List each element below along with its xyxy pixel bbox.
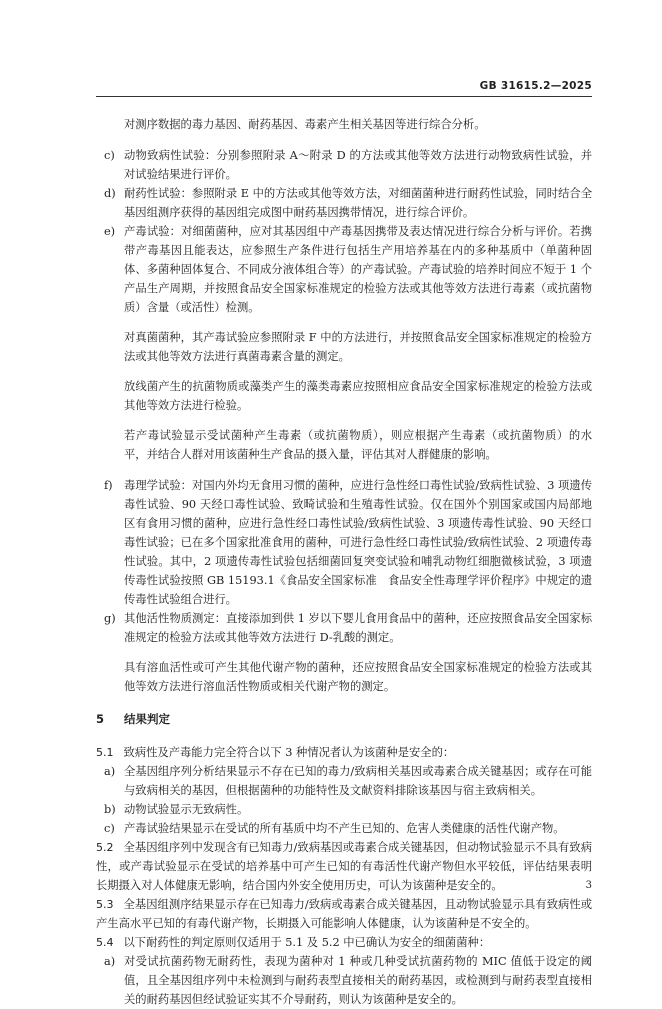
item-e-paragraph: 对真菌菌种，其产毒试验应参照附录 F 中的方法进行，并按照食品安全国家标准规定的检验方法或其他等效方法进行真菌毒素含量的测定。 bbox=[124, 330, 592, 363]
standard-number: GB 31615.2—2025 bbox=[479, 80, 592, 92]
item-text: 其他活性物质测定：直接添加到供 1 岁以下婴儿食用食品中的菌种，还应按照食品安全国家标准规定的检验方法或其他等效方法进行 D-乳酸的测定。 bbox=[124, 611, 592, 644]
item-text: 毒理学试验：对国内外均无食用习惯的菌种，应进行急性经口毒性试验/致病性试验、3 项遗传毒性试验、90 天经口毒性试验、致畸试验和生殖毒性试验。仅在国外个别国家或国内局部地区有食用习惯的菌种，应进行急性经口毒性试验/致病性试验、3 项遗传毒性试验、90 天经口毒性试验；已在多个国家批准食用的菌种，可进行急性经口毒性试验/致病性试验、2 项遗传毒性试验。其中，2 项遗传毒性试验包括细菌回复突变试验和哺乳动物红细胞微核试验，3 项遗传毒性试验按照 GB 15193.1《食品安全国家标准 食品安全性毒理学评价程序》中规定的遗传毒性试验组合进行。 bbox=[124, 478, 592, 606]
item-label: c) bbox=[104, 822, 115, 836]
item-text: 对受试抗菌药物无耐药性，表现为菌种对 1 种或几种受试抗菌药物的 MIC 值低于设定的阈值，且全基因组序列中未检测到与耐药表型直接相关的耐药基因，或检测到与耐药表型直接相关的耐药基因但经试验证实其不介导耐药，则认为该菌种是安全的。 bbox=[124, 955, 592, 1007]
list-item-c bbox=[96, 146, 592, 184]
item-label: b) bbox=[104, 803, 116, 817]
clause-number: 5.2 bbox=[96, 841, 114, 855]
list-item-e bbox=[96, 222, 592, 317]
clause-5-3 bbox=[96, 895, 592, 933]
clause-5-1 bbox=[96, 743, 592, 762]
item-e-paragraph: 若产毒试验显示受试菌种产生毒素（或抗菌物质），则应根据产生毒素（或抗菌物质）的水平，并结合人群对用该菌种生产食品的摄入量，评估其对人群健康的影响。 bbox=[124, 429, 592, 462]
item-text: 动物致病性试验：分别参照附录 A～附录 D 的方法或其他等效方法进行动物致病性试验，并对试验结果进行评价。 bbox=[124, 148, 592, 181]
clause-number: 5.4 bbox=[96, 936, 114, 950]
item-g-paragraph: 具有溶血活性或可产生其他代谢产物的菌种，还应按照食品安全国家标准规定的检验方法或其他等效方法进行溶血活性物质或相关代谢产物的测定。 bbox=[124, 661, 592, 694]
item-text: 耐药性试验：参照附录 E 中的方法或其他等效方法，对细菌菌种进行耐药性试验，同时结合全基因组测序获得的基因组完成图中耐药基因携带情况，进行综合评价。 bbox=[124, 186, 592, 219]
clause-text: 以下耐药性的判定原则仅适用于 5.1 及 5.2 中已确认为安全的细菌菌种： bbox=[123, 936, 491, 950]
list-item-5-1-b bbox=[96, 800, 592, 819]
item-e-paragraph: 放线菌产生的抗菌物质或藻类产生的藻类毒素应按照相应食品安全国家标准规定的检验方法或其他等效方法进行检验。 bbox=[124, 380, 592, 413]
section-title: 结果判定 bbox=[124, 712, 170, 727]
page-number: 3 bbox=[585, 880, 592, 891]
list-item-d bbox=[96, 184, 592, 222]
item-text: 产毒试验：对细菌菌种，应对其基因组中产毒基因携带及表达情况进行综合分析与评价。若携带产毒基因且能表达，应参照生产条件进行包括生产用培养基在内的多种基质中（单菌种固体、多菌种固体复合、不同成分液体组合等）的产毒试验。产毒试验的培养时间应不短于 1 个产品生产周期，并按照食品安全国家标准规定的检验方法或其他等效方法进行毒素（或抗菌物质）含量（或活性）检测。 bbox=[124, 224, 592, 314]
clause-text: 全基因组序列中发现含有已知毒力/致病基因或毒素合成关键基因，但动物试验显示不具有致病性，或产毒试验显示在受试的培养基中可产生已知的有毒活性代谢产物但水平较低，评估结果表明长期摄入对人体健康无影响，结合国内外安全使用历史，可认为该菌种是安全的。 bbox=[96, 841, 592, 893]
list-item-g bbox=[96, 609, 592, 647]
list-item-5-4-a bbox=[96, 952, 592, 1009]
list-item-5-1-c bbox=[96, 819, 592, 838]
item-label: d) bbox=[104, 186, 116, 200]
list-item-f bbox=[96, 476, 592, 609]
item-label: a) bbox=[104, 955, 116, 969]
list-item-5-1-a bbox=[96, 762, 592, 800]
item-label: g) bbox=[104, 611, 116, 625]
section-heading bbox=[96, 710, 592, 729]
item-label: f) bbox=[104, 478, 113, 492]
document-body bbox=[96, 104, 592, 1009]
clause-text: 全基因组测序结果显示存在已知毒力/致病或毒素合成关键基因，且动物试验显示具有致病性或产生高水平已知的有毒代谢产物，长期摄入可能影响人体健康，认为该菌种是不安全的。 bbox=[96, 898, 592, 931]
header-rule bbox=[96, 96, 592, 97]
clause-number: 5.1 bbox=[96, 746, 114, 760]
item-text: 动物试验显示无致病性。 bbox=[124, 803, 249, 817]
item-label: e) bbox=[104, 224, 116, 238]
clause-5-2 bbox=[96, 838, 592, 895]
item-label: c) bbox=[104, 148, 115, 162]
clause-text: 致病性及产毒能力完全符合以下 3 种情况者认为该菌种是安全的： bbox=[123, 746, 455, 760]
continuation-text: 对测序数据的毒力基因、耐药基因、毒素产生相关基因等进行综合分析。 bbox=[124, 118, 486, 132]
item-text: 产毒试验结果显示在受试的所有基质中均不产生已知的、危害人类健康的活性代谢产物。 bbox=[124, 822, 565, 836]
item-label: a) bbox=[104, 765, 116, 779]
clause-number: 5.3 bbox=[96, 898, 114, 912]
item-text: 全基因组序列分析结果显示不存在已知的毒力/致病相关基因或毒素合成关键基因；或存在可能与致病相关的基因，但根据菌种的功能特性及文献资料排除该基因与宿主致病相关。 bbox=[124, 765, 592, 798]
section-number: 5 bbox=[96, 712, 105, 727]
